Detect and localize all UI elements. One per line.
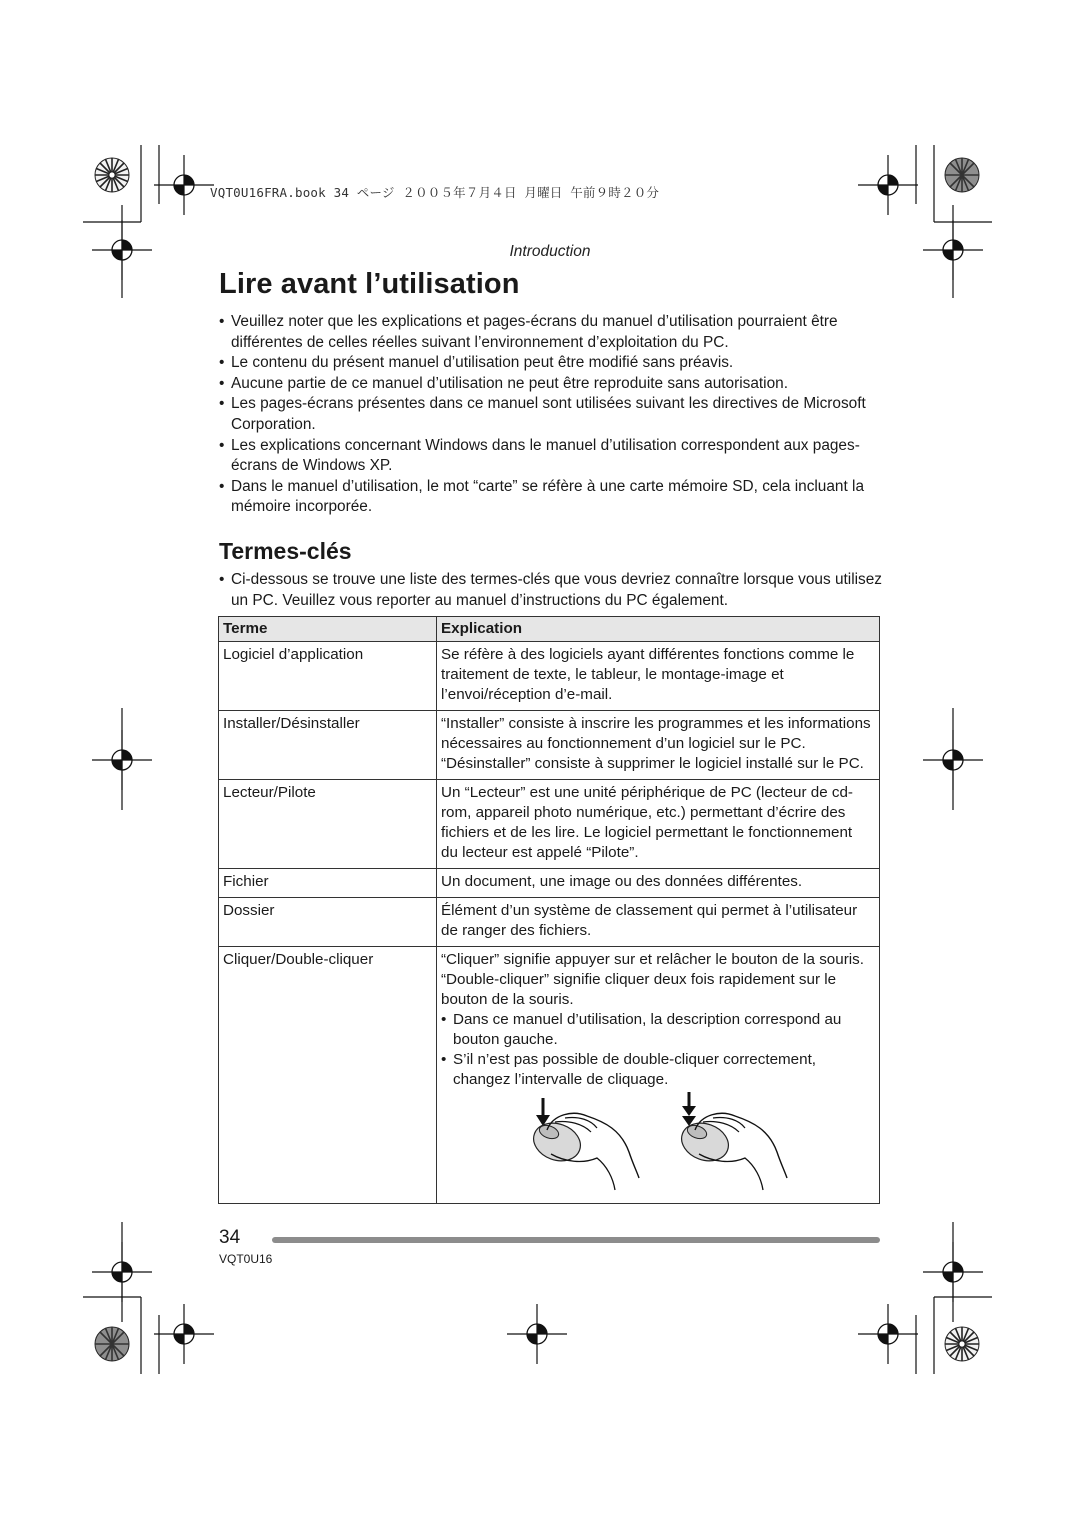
term-cell: Fichier (219, 869, 437, 898)
notice-item: • Dans le manuel d’utilisation, le mot “carte” se réfère à une carte mémoire SD, cela incluant la mémoire incorporée. (219, 477, 889, 518)
table-row (219, 947, 880, 1204)
explication-cell: Un “Lecteur” est une unité périphérique de PC (lecteur de cd-rom, appareil photo numérique, etc.) permettant d’écrire des fichiers et de les lire. Le logiciel permettant le fonctionnement du lecteur est appelé “Pilote”. (437, 780, 880, 869)
notice-list (219, 312, 889, 518)
term-cell: Dossier (219, 898, 437, 947)
notice-item: • Les explications concernant Windows dans le manuel d’utilisation correspondent aux pages-écrans de Windows XP. (219, 436, 889, 477)
note-item: • S’il n’est pas possible de double-cliquer correctement, changez l’intervalle de cliquage. (441, 1050, 873, 1090)
page-title: Lire avant l’utilisation (219, 268, 520, 300)
mouse-click-illustration (525, 1092, 795, 1196)
section-label: Introduction (509, 243, 591, 260)
single-click-hand (528, 1098, 639, 1190)
document-code: VQT0U16 (219, 1252, 273, 1266)
explication-cell: Élément d’un système de classement qui permet à l’utilisateur de ranger des fichiers. (437, 898, 880, 947)
note-item: • Dans ce manuel d’utilisation, la description correspond au bouton gauche. (441, 1010, 873, 1050)
table-row (219, 642, 880, 711)
table-row (219, 898, 880, 947)
notice-item: • Aucune partie de ce manuel d’utilisation ne peut être reproduite sans autorisation. (219, 374, 889, 395)
table-row (219, 711, 880, 780)
page-number: 34 (219, 1227, 241, 1248)
notice-item: • Veuillez noter que les explications et pages-écrans du manuel d’utilisation pourraient être différentes de celles réelles suivant l’environnement d’exploitation du PC. (219, 312, 889, 353)
explication-cell: Se réfère à des logiciels ayant différentes fonctions comme le traitement de texte, le tableur, le montage-image et l’envoi/réception d’e-mail. (437, 642, 880, 711)
section-heading: Termes-clés (219, 538, 352, 564)
term-cell: Cliquer/Double-cliquer (219, 947, 437, 1204)
explication-cell (437, 947, 880, 1204)
column-header-term: Terme (219, 617, 437, 642)
table-row (219, 780, 880, 869)
double-click-description: “Double-cliquer” signifie cliquer deux fois rapidement sur le bouton de la souris. (441, 971, 837, 1008)
click-description: “Cliquer” signifie appuyer sur et relâcher le bouton de la souris. (441, 951, 864, 968)
explication-cell: Un document, une image ou des données différentes. (437, 869, 880, 898)
print-header: VQT0U16FRA.book 34 ページ ２００５年７月４日 月曜日 午前９時２０分 (210, 185, 660, 200)
explication-cell: “Installer” consiste à inscrire les programmes et les informations nécessaires au fonctionnement d’un logiciel sur le PC. “Désinstaller” consiste à supprimer le logiciel installé sur le PC. (437, 711, 880, 780)
notice-item: • Les pages-écrans présentes dans ce manuel sont utilisées suivant les directives de Microsoft Corporation. (219, 394, 889, 435)
double-click-hand (676, 1092, 787, 1190)
notice-item: • Le contenu du présent manuel d’utilisation peut être modifié sans préavis. (219, 353, 889, 374)
terms-table (218, 616, 880, 1204)
term-cell: Logiciel d’application (219, 642, 437, 711)
mouse-illustration (441, 1090, 873, 1198)
table-row (219, 869, 880, 898)
term-cell: Installer/Désinstaller (219, 711, 437, 780)
column-header-explication: Explication (437, 617, 880, 642)
footer-rule (272, 1237, 880, 1243)
terms-intro: • Ci-dessous se trouve une liste des termes-clés que vous devriez connaître lorsque vous utilisez un PC. Veuillez vous reporter au manuel d’instructions du PC également. (219, 570, 889, 611)
term-cell: Lecteur/Pilote (219, 780, 437, 869)
table-header-row (219, 617, 880, 642)
